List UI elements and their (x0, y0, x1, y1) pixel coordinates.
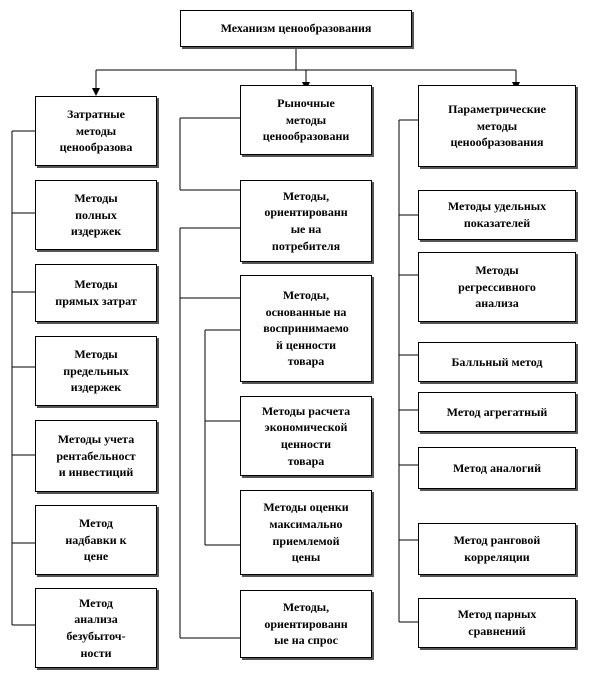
method-box (418, 252, 576, 322)
method-label: Методы регрессивного анализа (458, 263, 536, 311)
method-label: Методы прямых затрат (55, 277, 137, 308)
root-box (180, 10, 412, 47)
method-box (240, 590, 372, 658)
method-box (240, 180, 372, 262)
method-label: Методы, ориентированн ые на потребителя (264, 188, 348, 253)
parametric-methods-header (418, 85, 576, 167)
method-label: Методы предельных издержек (63, 347, 129, 395)
method-box (418, 598, 576, 648)
method-box (35, 505, 157, 575)
method-label: Метод аналогий (453, 460, 541, 475)
method-label: Методы удельных показателей (447, 199, 547, 230)
method-label: Метод агрегатный (446, 404, 548, 419)
method-box (35, 264, 157, 322)
method-box (240, 396, 372, 476)
root-label: Механизм ценообразования (220, 21, 372, 36)
method-label: Методы оценки максимально приемлемой цены (263, 500, 349, 565)
method-label: Балльный метод (451, 354, 543, 369)
method-box (418, 342, 576, 382)
method-box (35, 588, 157, 668)
header-label: Затратные методы ценообразова (59, 107, 133, 155)
method-box (240, 490, 372, 575)
method-box (240, 275, 372, 382)
method-box (35, 180, 157, 250)
method-label: Метод надбавки к цене (65, 516, 127, 564)
method-label: Методы, ориентированн ые на спрос (264, 600, 348, 648)
method-box (418, 392, 576, 432)
header-label: Параметрические методы ценообразования (448, 102, 546, 150)
method-label: Метод анализа безубыточ- ности (66, 595, 126, 660)
method-label: Методы полных издержек (70, 191, 122, 239)
method-label: Методы расчета экономической ценности товара (261, 403, 351, 468)
header-label: Рыночные методы ценообразовани (262, 96, 350, 144)
method-box (418, 190, 576, 240)
method-label: Методы, основанные на воспринимаемо й ценности товара (263, 288, 349, 369)
method-label: Метод парных сравнений (457, 607, 537, 638)
method-box (35, 336, 157, 406)
method-box (418, 447, 576, 489)
method-box (418, 523, 576, 575)
method-label: Метод ранговой корреляции (453, 533, 541, 564)
method-box (35, 420, 157, 492)
method-label: Методы учета рентабельност и инвестиций (56, 432, 136, 480)
market-methods-header (240, 85, 372, 155)
cost-methods-header (35, 96, 157, 166)
